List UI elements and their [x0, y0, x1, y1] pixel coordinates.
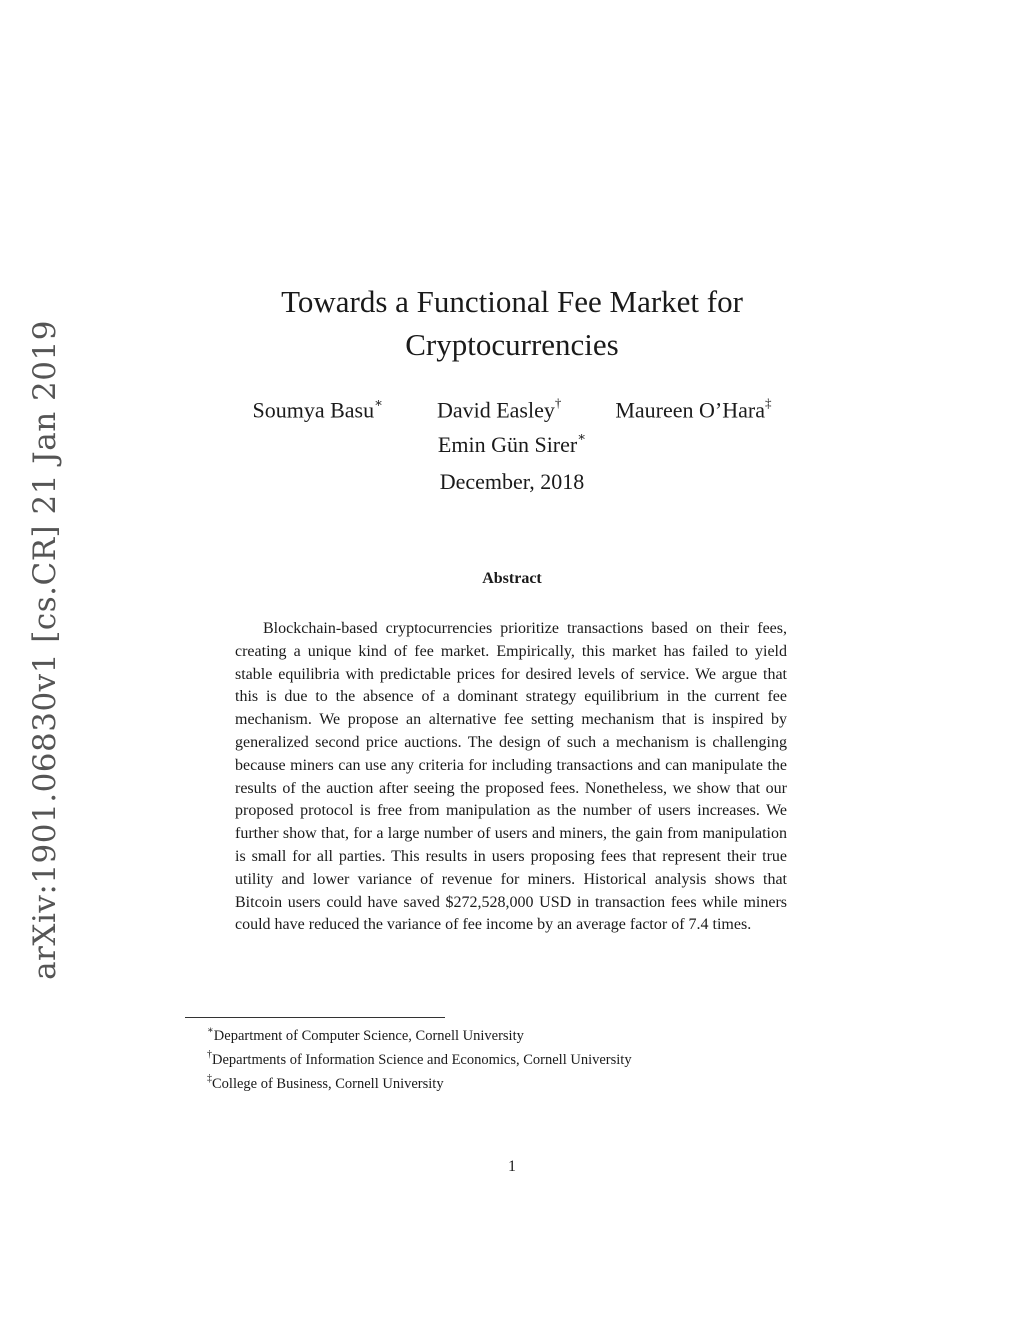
arxiv-identifier: arXiv:1901.06830v1 [cs.CR] 21 Jan 2019: [27, 320, 63, 980]
footnote: [207, 1022, 827, 1046]
title-line-1: Towards a Functional Fee Market for: [281, 284, 743, 319]
footnote-divider: [185, 1017, 445, 1018]
footnote-text: Department of Computer Science, Cornell University: [213, 1027, 524, 1044]
paper-title: [162, 280, 862, 366]
title-line-2: Cryptocurrencies: [405, 327, 619, 362]
author-name: Soumya Basu: [252, 397, 375, 423]
author: [437, 429, 587, 457]
author-name: David Easley: [436, 397, 555, 423]
page-number: 1: [508, 1158, 516, 1175]
footnote-text: Departments of Information Science and Economics, Cornell University: [212, 1051, 632, 1068]
author-name: Maureen O’Hara: [615, 397, 765, 423]
footnote: [207, 1070, 827, 1094]
abstract-heading: Abstract: [482, 570, 542, 587]
footnote: [207, 1046, 827, 1070]
author: [437, 391, 561, 424]
affiliation-mark: ‡: [765, 395, 772, 410]
abstract-text: Blockchain-based cryptocurrencies prioritize transactions based on their fees, creating a unique kind of fee market. Empirically, this market has failed to yield stable equilibria with predictable prices for desired levels of service. We argue that this is due to the absence of a dominant strategy equilibrium in the current fee mechanism. We propose an alternative fee setting mechanism that is inspired by generalized second price auctions. The design of such a mechanism is challenging because miners can use any criteria for including transactions and can manipulate the results of the auction after seeing the proposed fees. Nonetheless, we show that our proposed protocol is free from manipulation as the number of users increases. We further show that, for a large number of users and miners, the gain from manipulation is small for all parties. This results in users proposing fees that represent their true utility and lower variance of revenue for miners. Historical analysis shows that Bitcoin users could have saved $272,528,000 USD in transaction fees while miners could have reduced the variance of fee income by an average factor of 7.4 times.: [235, 620, 787, 934]
publication-date: December, 2018: [439, 469, 585, 494]
footnote-mark: †: [207, 1048, 212, 1060]
footnotes: [207, 1022, 827, 1093]
author-row-2: [162, 425, 862, 458]
footnote-text: College of Business, Cornell University: [212, 1075, 444, 1092]
author: [252, 391, 382, 424]
affiliation-mark: ∗: [374, 395, 383, 410]
author-list: [162, 391, 862, 459]
footnote-mark: ∗: [207, 1025, 214, 1036]
author-row-1: [162, 391, 862, 424]
author-name: Emin Gün Sirer: [437, 431, 578, 457]
affiliation-mark: ∗: [577, 429, 587, 445]
author: [615, 391, 771, 424]
affiliation-mark: †: [554, 395, 562, 410]
footnote-mark: ‡: [207, 1072, 212, 1084]
